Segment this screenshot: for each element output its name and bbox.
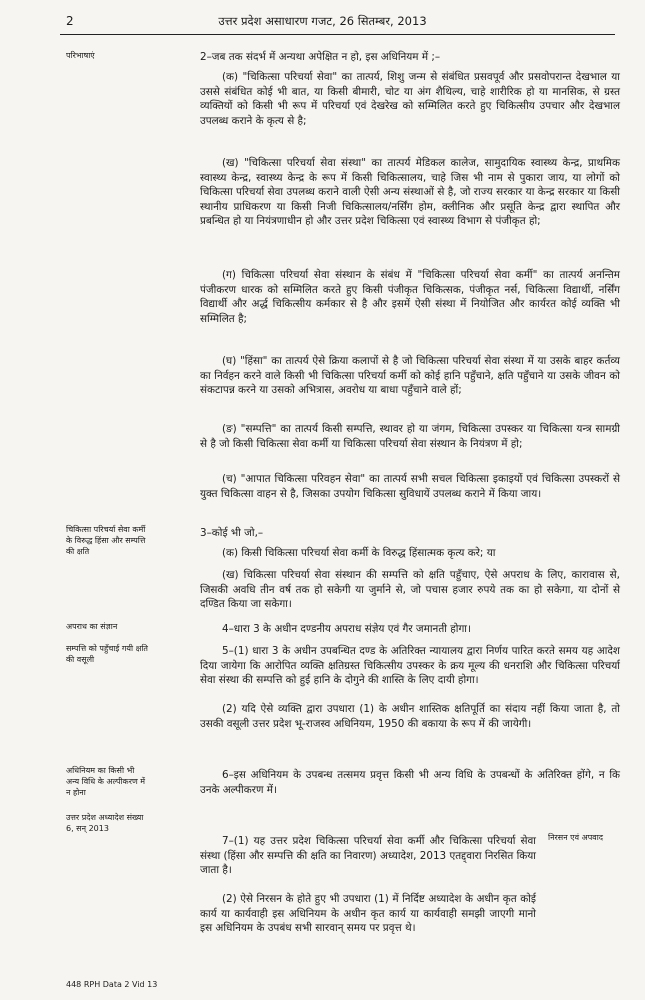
section-2-intro: 2–जब तक संदर्भ में अन्यथा अपेक्षित न हो, इस अधिनियम में ;– (200, 51, 441, 63)
margin-note-violence: चिकित्सा परिचर्या सेवा कर्मी के विरुद्ध हिंसा और सम्पत्ति की क्षति (66, 525, 146, 556)
section-7-sub-2: (2) ऐसे निरसन के होते हुए भी उपधारा (1) में निर्दिष्ट अध्यादेश के अधीन कृत कोई कार्य या कार्यवाही इस अधिनियम के अधीन कृत कार्य या कार्यवाही समझी जाएगी मानो इस अधिनियम के उपबंध सभी सारवान् समय पर प्रवृत्त थे। (200, 893, 536, 935)
section-3-clause-b: (ख) चिकित्सा परिचर्या सेवा संस्थान की सम्पत्ति को क्षति पहुँचाए, ऐसे अपराध के लिए, कारावास से, जिसकी अवधि तीन वर्ष तक हो सकेगी या जुर्माने से, जो पचास हजार रुपये तक का हो सकेगा, या दोनों से दण्डित किया जा सकेगा। (200, 569, 620, 611)
footer-print-code: 448 RPH Data 2 Vid 13 (66, 980, 158, 989)
section-5-sub-1: 5–(1) धारा 3 के अधीन उपबन्धित दण्ड के अतिरिक्त न्यायालय द्वारा निर्णय पारित करते समय यह आदेश दिया जायेगा कि आरोपित व्यक्ति क्षतिग्रस्त चिकित्सीय उपस्कर के क्रय मूल्य की धनराशि और चिकित्सा परिचर्या सेवा संस्था की सम्पत्ति को हुई हानि के दोगुने की शास्ति के लिए दायी होगा। (200, 645, 620, 687)
section-6: 6–इस अधिनियम के उपबन्ध तत्समय प्रवृत्त किसी भी अन्य विधि के उपबन्धों के अतिरिक्त होंगे, न कि उनके अल्पीकरण में। (200, 769, 620, 796)
margin-note-cognizance: अपराध का संज्ञान (66, 622, 118, 631)
margin-note-repeal: निरसन एवं अपवाद (548, 833, 604, 842)
margin-note-recovery: सम्पत्ति को पहुँचाई गयी क्षति की वसूली (66, 644, 148, 664)
gazette-header-title: उत्तर प्रदेश असाधारण गजट, 26 सितम्बर, 2013 (218, 14, 427, 28)
section-2-clause-a: (क) "चिकित्सा परिचर्या सेवा" का तात्पर्य, शिशु जन्म से संबंधित प्रसवपूर्व और प्रसवोपरान्त देखभाल या उससे संबंधित कोई भी बात, या किसी बीमारी, चोट या अंग शैथिल्य, चाहे शारीरिक हो या मानसिक, से ग्रस्त व्यक्तियों को किसी भी रूप में परिचर्या एवं देखरेख को सम्मिलित करते हुए चिकित्सीय उपचार और देखभाल उपलब्ध कराने के कृत्य से है; (200, 71, 620, 127)
header-rule (60, 34, 615, 35)
page-number: 2 (66, 14, 74, 28)
section-2-clause-b: (ख) "चिकित्सा परिचर्या सेवा संस्था" का तात्पर्य मेडिकल कालेज, सामुदायिक स्वास्थ्य केन्द्र, प्राथमिक स्वास्थ्य केन्द्र, स्वास्थ्य केन्द्र के रूप में किसी चिकित्सालय, चाहे जिस भी नाम से पुकारा जाय, या लोगों को चिकित्सा परिचर्या सेवा उपलब्ध कराने वाली ऐसी अन्य संस्थाओं से है, जो राज्य सरकार या केन्द्र सरकार या किसी स्थानीय प्राधिकरण या किसी निजी चिकित्सालय/नर्सिंग होम, क्लीनिक और प्रसूति केन्द्र द्वारा स्थापित और प्रबन्धित हो या नियंत्रणाधीन हो और उत्तर प्रदेश चिकित्सा एवं स्वास्थ्य विभाग से पंजीकृत हो; (200, 157, 620, 228)
margin-note-definitions: परिभाषाएं (66, 51, 95, 60)
section-2-clause-d: (घ) "हिंसा" का तात्पर्य ऐसे क्रिया कलापों से है जो चिकित्सा परिचर्या सेवा संस्था में या उसके बाहर कर्तव्य का निर्वहन करने वाले किसी भी चिकित्सा परिचर्या कर्मी को कोई हानि पहुँचाने, क्षति पहुँचाने या उसके जीवन को संकटापन्न करने या उसको अभित्रास, अवरोध या बाधा पहुँचाने वाले हों; (200, 355, 620, 397)
section-7-sub-1: 7–(1) यह उत्तर प्रदेश चिकित्सा परिचर्या सेवा कर्मी और चिकित्सा परिचर्या सेवा संस्था (हिंसा और सम्पत्ति की क्षति का निवारण) अध्यादेश, 2013 एतद्द्वारा निरसित किया जाता है। (200, 835, 536, 877)
section-3-intro: 3–कोई भी जो,– (200, 527, 264, 539)
section-2-clause-c: (ग) चिकित्सा परिचर्या सेवा संस्थान के संबंध में "चिकित्सा परिचर्या सेवा कर्मी" का तात्पर्य अनन्तिम पंजीकरण धारक को सम्मिलित करते हुए किसी पंजीकृत चिकित्सक, पंजीकृत नर्स, चिकित्सा विद्यार्थी, नर्सिंग विद्यार्थी और अर्द्ध चिकित्सीय कर्मकार से है और इसमें ऐसी संस्था में नियोजित और कार्यरत कोई व्यक्ति भी सम्मिलित है; (200, 269, 620, 325)
section-4: 4–धारा 3 के अधीन दण्डनीय अपराध संज्ञेय एवं गैर जमानती होगा। (222, 623, 471, 635)
section-2-clause-f: (च) "आपात चिकित्सा परिवहन सेवा" का तात्पर्य सभी सचल चिकित्सा इकाइयों एवं चिकित्सा उपस्करों से युक्त चिकित्सा वाहन से है, जिसका उपयोग चिकित्सा सुविधायें उपलब्ध कराने में किया जाय। (200, 473, 620, 500)
margin-note-ordinance: उत्तर प्रदेश अध्यादेश संख्या 6, सन् 2013 (66, 813, 144, 833)
section-2-clause-e: (ङ) "सम्पत्ति" का तात्पर्य किसी सम्पत्ति, स्थावर हो या जंगम, चिकित्सा उपस्कर या चिकित्सा यन्त्र सामग्री से है जो किसी चिकित्सा सेवा कर्मी या चिकित्सा परिचर्या सेवा संस्थान के नियंत्रण में हो; (200, 423, 620, 450)
margin-note-not-derogation: अधिनियम का किसी भी अन्य विधि के अल्पीकरण में न होना (66, 766, 146, 797)
section-3-clause-a: (क) किसी चिकित्सा परिचर्या सेवा कर्मी के विरुद्ध हिंसात्मक कृत्य करे; या (222, 547, 496, 559)
section-5-sub-2: (2) यदि ऐसे व्यक्ति द्वारा उपधारा (1) के अधीन शास्तिक क्षतिपूर्ति का संदाय नहीं किया जाता है, तो उसकी वसूली उत्तर प्रदेश भू-राजस्व अधिनियम, 1950 की बकाया के रूप में की जायेगी। (200, 703, 620, 730)
